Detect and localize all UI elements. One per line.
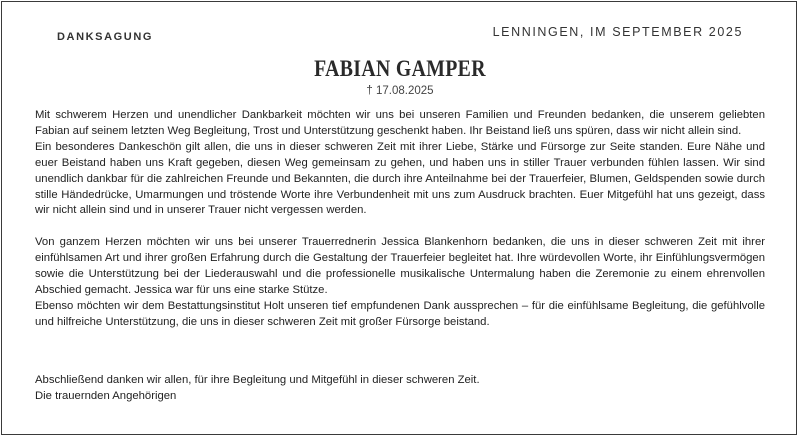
closing-line: Abschließend danken wir allen, für ihre Begleitung und Mitgefühl in dieser schweren Zeit. [35, 374, 480, 386]
paragraph-intro: Mit schwerem Herzen und unendlicher Dankbarkeit möchten wir uns bei unseren Familien und Freunden bedanken, die unserem geliebten Fabian auf seinem letzten Weg Begleitung, Trost und Unterstützung geschenkt haben. Ihr Beistand ließ uns spüren, dass wir nicht allein sind. [35, 109, 765, 137]
date-of-death: † 17.08.2025 [366, 85, 434, 97]
place-and-date: LENNINGEN, IM SEPTEMBER 2025 [492, 25, 743, 39]
notice-body [35, 108, 765, 331]
paragraph-thanks-funeral-home: Ebenso möchten wir dem Bestattungsinstitut Holt unseren tief empfundenen Dank aussprechen – für die einfühlsame Begleitung, die gefühlvolle und hilfreiche Unterstützung, die uns in dieser schweren Zeit mit großer Fürsorge beistand. [35, 299, 765, 328]
paragraph-thanks-speaker: Von ganzem Herzen möchten wir uns bei unserer Trauerrednerin Jessica Blankenhorn bedanken, die uns in dieser schweren Zeit mit ihrer einfühlsamen Art und ihrer großen Erfahrung durch die Gestaltung der Trauerfeier begleitet hat. Ihre würdevollen Worte, ihr Einfühlungsvermögen sowie die Unterstützung bei der Liederauswahl und die professionelle musikalische Untermalung haben die Zeremonie zu einem ehrenvollen Abschied gemacht. Jessica war für uns eine starke Stütze. [35, 236, 765, 297]
closing-block [35, 373, 765, 405]
signature: Die trauernden Angehörigen [35, 389, 177, 402]
paragraph-spacer [35, 219, 765, 235]
notice-heading: DANKSAGUNG [57, 31, 154, 43]
paragraph-thanks-family: Ein besonderes Dankeschön gilt allen, die uns in dieser schweren Zeit mit ihrer Liebe, Stärke und Fürsorge zur Seite standen. Eure Nähe und euer Beistand haben uns Kraft gegeben, diesen Weg gemeinsam zu gehen, und haben uns in stiller Trauer verbunden fühlen lassen. Wir sind unendlich dankbar für die zahlreichen Freunde und Bekannten, die durch ihre Anteilnahme bei der Trauerfeier, Blumen, Geldspenden sowie durch stille Händedrücke, Umarmungen und tröstende Worte ihre Verbundenheit mit uns zum Ausdruck brachten. Euer Mitgefühl hat uns gezeigt, dass wir nicht allein sind und in unserer Trauer nicht vergessen werden. [35, 140, 765, 217]
deceased-name: FABIAN GAMPER [314, 56, 486, 81]
